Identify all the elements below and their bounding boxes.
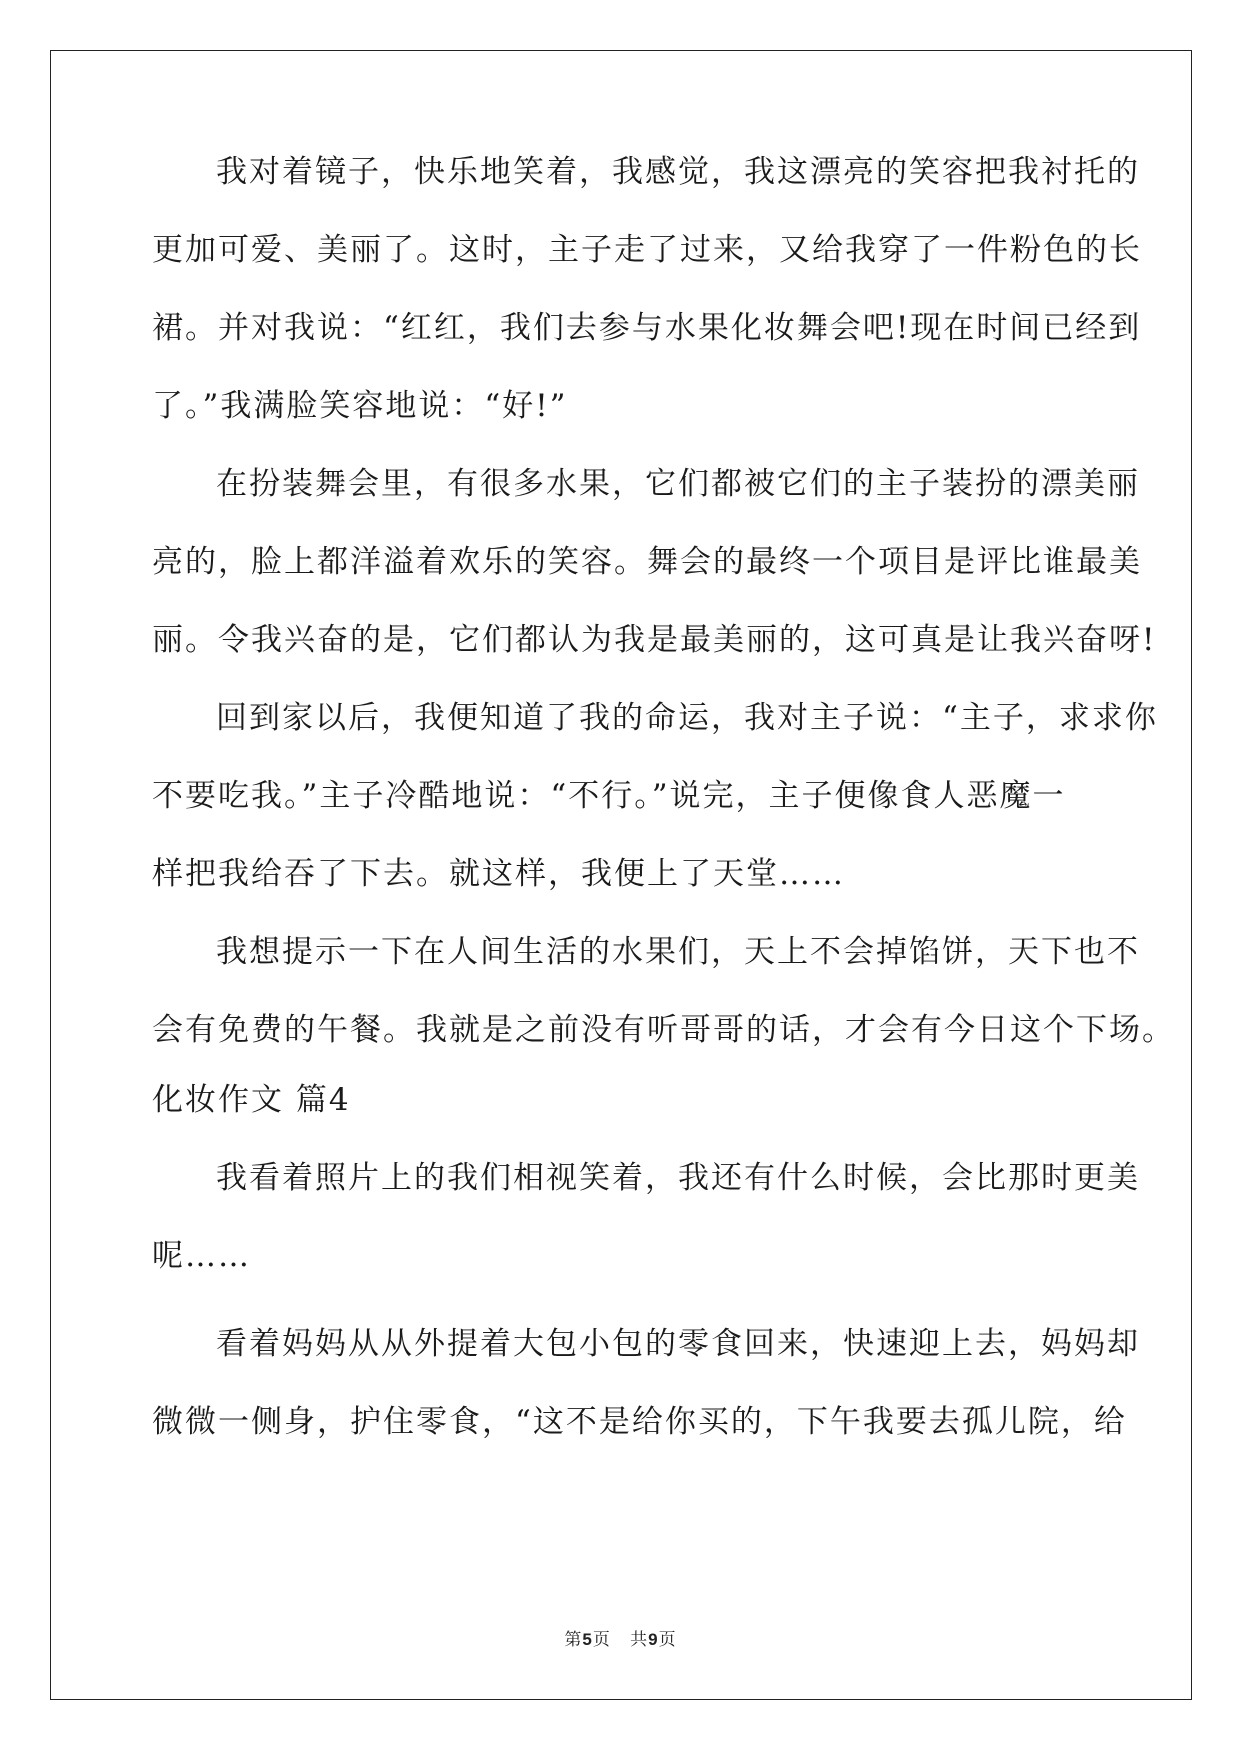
footer-total-prefix: 共 — [630, 1630, 649, 1650]
text-line: 在扮装舞会里，有很多水果，它们都被它们的主子装扮的漂美丽 — [216, 466, 1140, 502]
footer-page-suffix: 页 — [592, 1630, 611, 1650]
text-line: 看着妈妈从从外提着大包小包的零食回来，快速迎上去，妈妈却 — [216, 1326, 1140, 1362]
text-line: 不要吃我。”主子冷酷地说：“不行。”说完，主子便像食人恶魔一 — [152, 778, 1066, 814]
footer-prefix: 第 — [564, 1630, 583, 1650]
text-line: 亮的，脸上都洋溢着欢乐的笑容。舞会的最终一个项目是评比谁最美 — [152, 544, 1142, 580]
text-line: 了。”我满脸笑容地说：“好!” — [152, 388, 568, 424]
current-page-number: 5 — [582, 1630, 593, 1649]
text-line: 微微一侧身，护住零食，“这不是给你买的，下午我要去孤儿院，给 — [152, 1404, 1127, 1440]
text-line: 会有免费的午餐。我就是之前没有听哥哥的话，才会有今日这个下场。 — [152, 1012, 1175, 1048]
total-pages-number: 9 — [648, 1630, 659, 1649]
text-line: 回到家以后，我便知道了我的命运，我对主子说：“主子，求求你 — [216, 700, 1158, 736]
page-footer — [0, 1625, 1241, 1650]
text-line: 样把我给吞了下去。就这样，我便上了天堂…… — [152, 856, 845, 892]
section-heading: 化妆作文 篇4 — [152, 1082, 351, 1118]
text-line: 我看着照片上的我们相视笑着，我还有什么时候，会比那时更美 — [216, 1160, 1140, 1196]
text-line: 丽。令我兴奋的是，它们都认为我是最美丽的，这可真是让我兴奋呀! — [152, 622, 1157, 658]
footer-total-suffix: 页 — [658, 1630, 677, 1650]
text-line: 我对着镜子，快乐地笑着，我感觉，我这漂亮的笑容把我衬托的 — [216, 154, 1140, 190]
text-line: 呢…… — [152, 1238, 251, 1274]
text-line: 裙。并对我说：“红红，我们去参与水果化妆舞会吧!现在时间已经到 — [152, 310, 1142, 346]
text-line: 我想提示一下在人间生活的水果们，天上不会掉馅饼，天下也不 — [216, 934, 1140, 970]
text-line: 更加可爱、美丽了。这时，主子走了过来，又给我穿了一件粉色的长 — [152, 232, 1142, 268]
